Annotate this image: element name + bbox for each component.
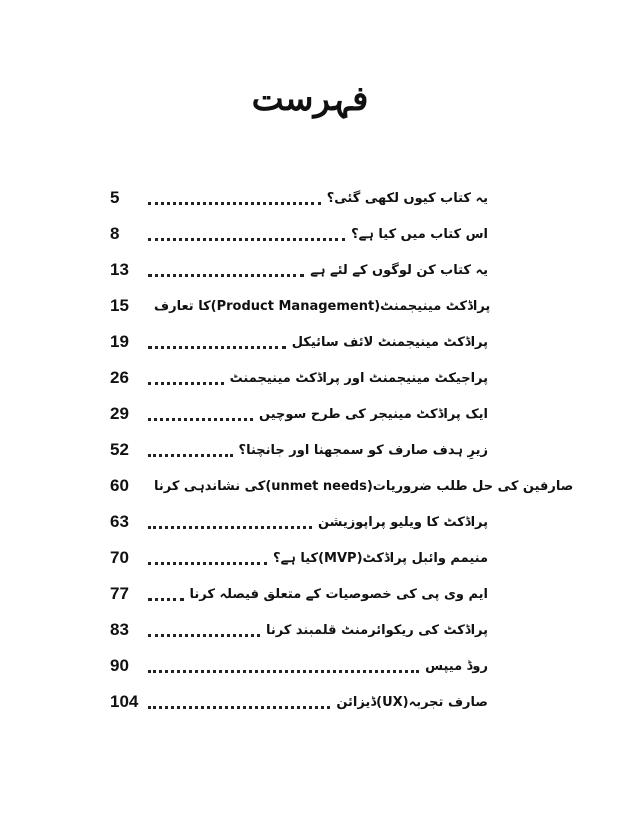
dot-leader (148, 234, 345, 241)
toc-page-number: 5 (110, 188, 120, 207)
toc-entry-title: یہ کتاب کیوں لکھی گئی؟ (326, 190, 488, 206)
toc-page-number: 77 (110, 584, 129, 603)
dot-leader (148, 270, 304, 277)
dot-leader (148, 378, 224, 385)
dot-leader (148, 198, 321, 205)
toc-entry-title: ایک پراڈکٹ مینیجر کی طرح سوچیں (259, 406, 488, 422)
toc-page-number: 29 (110, 404, 129, 423)
toc-entry[interactable] (110, 360, 488, 396)
dot-leader (148, 558, 267, 565)
dot-leader (148, 522, 312, 529)
toc-entry[interactable] (110, 324, 488, 360)
toc-entry[interactable] (110, 576, 488, 612)
toc-entry-title: پراجیکٹ مینیجمنٹ اور پراڈکٹ مینیجمنٹ (229, 370, 488, 386)
toc-entry-title: پراڈکٹ کا ویلیو پراپوزیشن (317, 514, 488, 530)
toc-entry-title: ایم وی پی کی خصوصیات کے متعلق فیصلہ کرنا (189, 586, 488, 602)
toc-entry-title: صارف تجربہ(UX)ڈیزائن (336, 694, 488, 710)
dot-leader (148, 666, 419, 673)
toc-entry[interactable] (110, 252, 488, 288)
toc-page-number: 90 (110, 656, 129, 675)
toc-page-number: 104 (110, 692, 139, 711)
toc-page-number: 26 (110, 368, 129, 387)
toc-entry[interactable] (110, 432, 488, 468)
toc-page-number: 13 (110, 260, 129, 279)
dot-leader (148, 630, 260, 637)
dot-leader (148, 342, 286, 349)
toc-page-number: 15 (110, 296, 129, 315)
table-of-contents (110, 180, 574, 720)
toc-page-number: 52 (110, 440, 129, 459)
toc-entry[interactable] (110, 684, 488, 720)
toc-page-number: 60 (110, 476, 129, 495)
toc-entry-title: پراڈکٹ مینیجمنٹ لائف سائیکل (291, 334, 488, 350)
dot-leader (148, 414, 253, 421)
toc-entry-title: پراڈکٹ مینیجمنٹ(Product Management)کا تعارف (154, 298, 491, 314)
toc-entry[interactable] (110, 612, 488, 648)
toc-entry-title: اس کتاب میں کیا ہے؟ (351, 226, 488, 242)
toc-entry[interactable] (110, 396, 488, 432)
toc-entry[interactable] (110, 180, 488, 216)
toc-entry-title: پراڈکٹ کی ریکوائرمنٹ قلمبند کرنا (265, 622, 488, 638)
toc-page-number: 19 (110, 332, 129, 351)
toc-entry-title: روڈ میپس (425, 658, 488, 674)
toc-page-number: 8 (110, 224, 120, 243)
toc-page-number: 63 (110, 512, 129, 531)
toc-entry[interactable] (110, 540, 488, 576)
toc-entry-title: صارفین کی حل طلب ضروریات(unmet needs)کی نشاندہی کرنا (154, 478, 574, 494)
toc-entry[interactable] (110, 288, 491, 324)
page-title: فہرست (251, 79, 369, 119)
dot-leader (148, 450, 233, 457)
toc-page-number: 70 (110, 548, 129, 567)
toc-entry-title: زیرِ ہدف صارف کو سمجھنا اور جانچنا؟ (238, 442, 488, 458)
toc-page-number: 83 (110, 620, 129, 639)
dot-leader (148, 702, 330, 709)
toc-entry-title: یہ کتاب کن لوگوں کے لئے ہے (310, 262, 488, 278)
toc-entry[interactable] (110, 468, 574, 504)
toc-entry[interactable] (110, 504, 488, 540)
toc-entry-title: منیمم وائبل پراڈکٹ(MVP)کیا ہے؟ (273, 550, 488, 566)
toc-entry[interactable] (110, 216, 488, 252)
toc-entry[interactable] (110, 648, 488, 684)
dot-leader (148, 594, 184, 601)
